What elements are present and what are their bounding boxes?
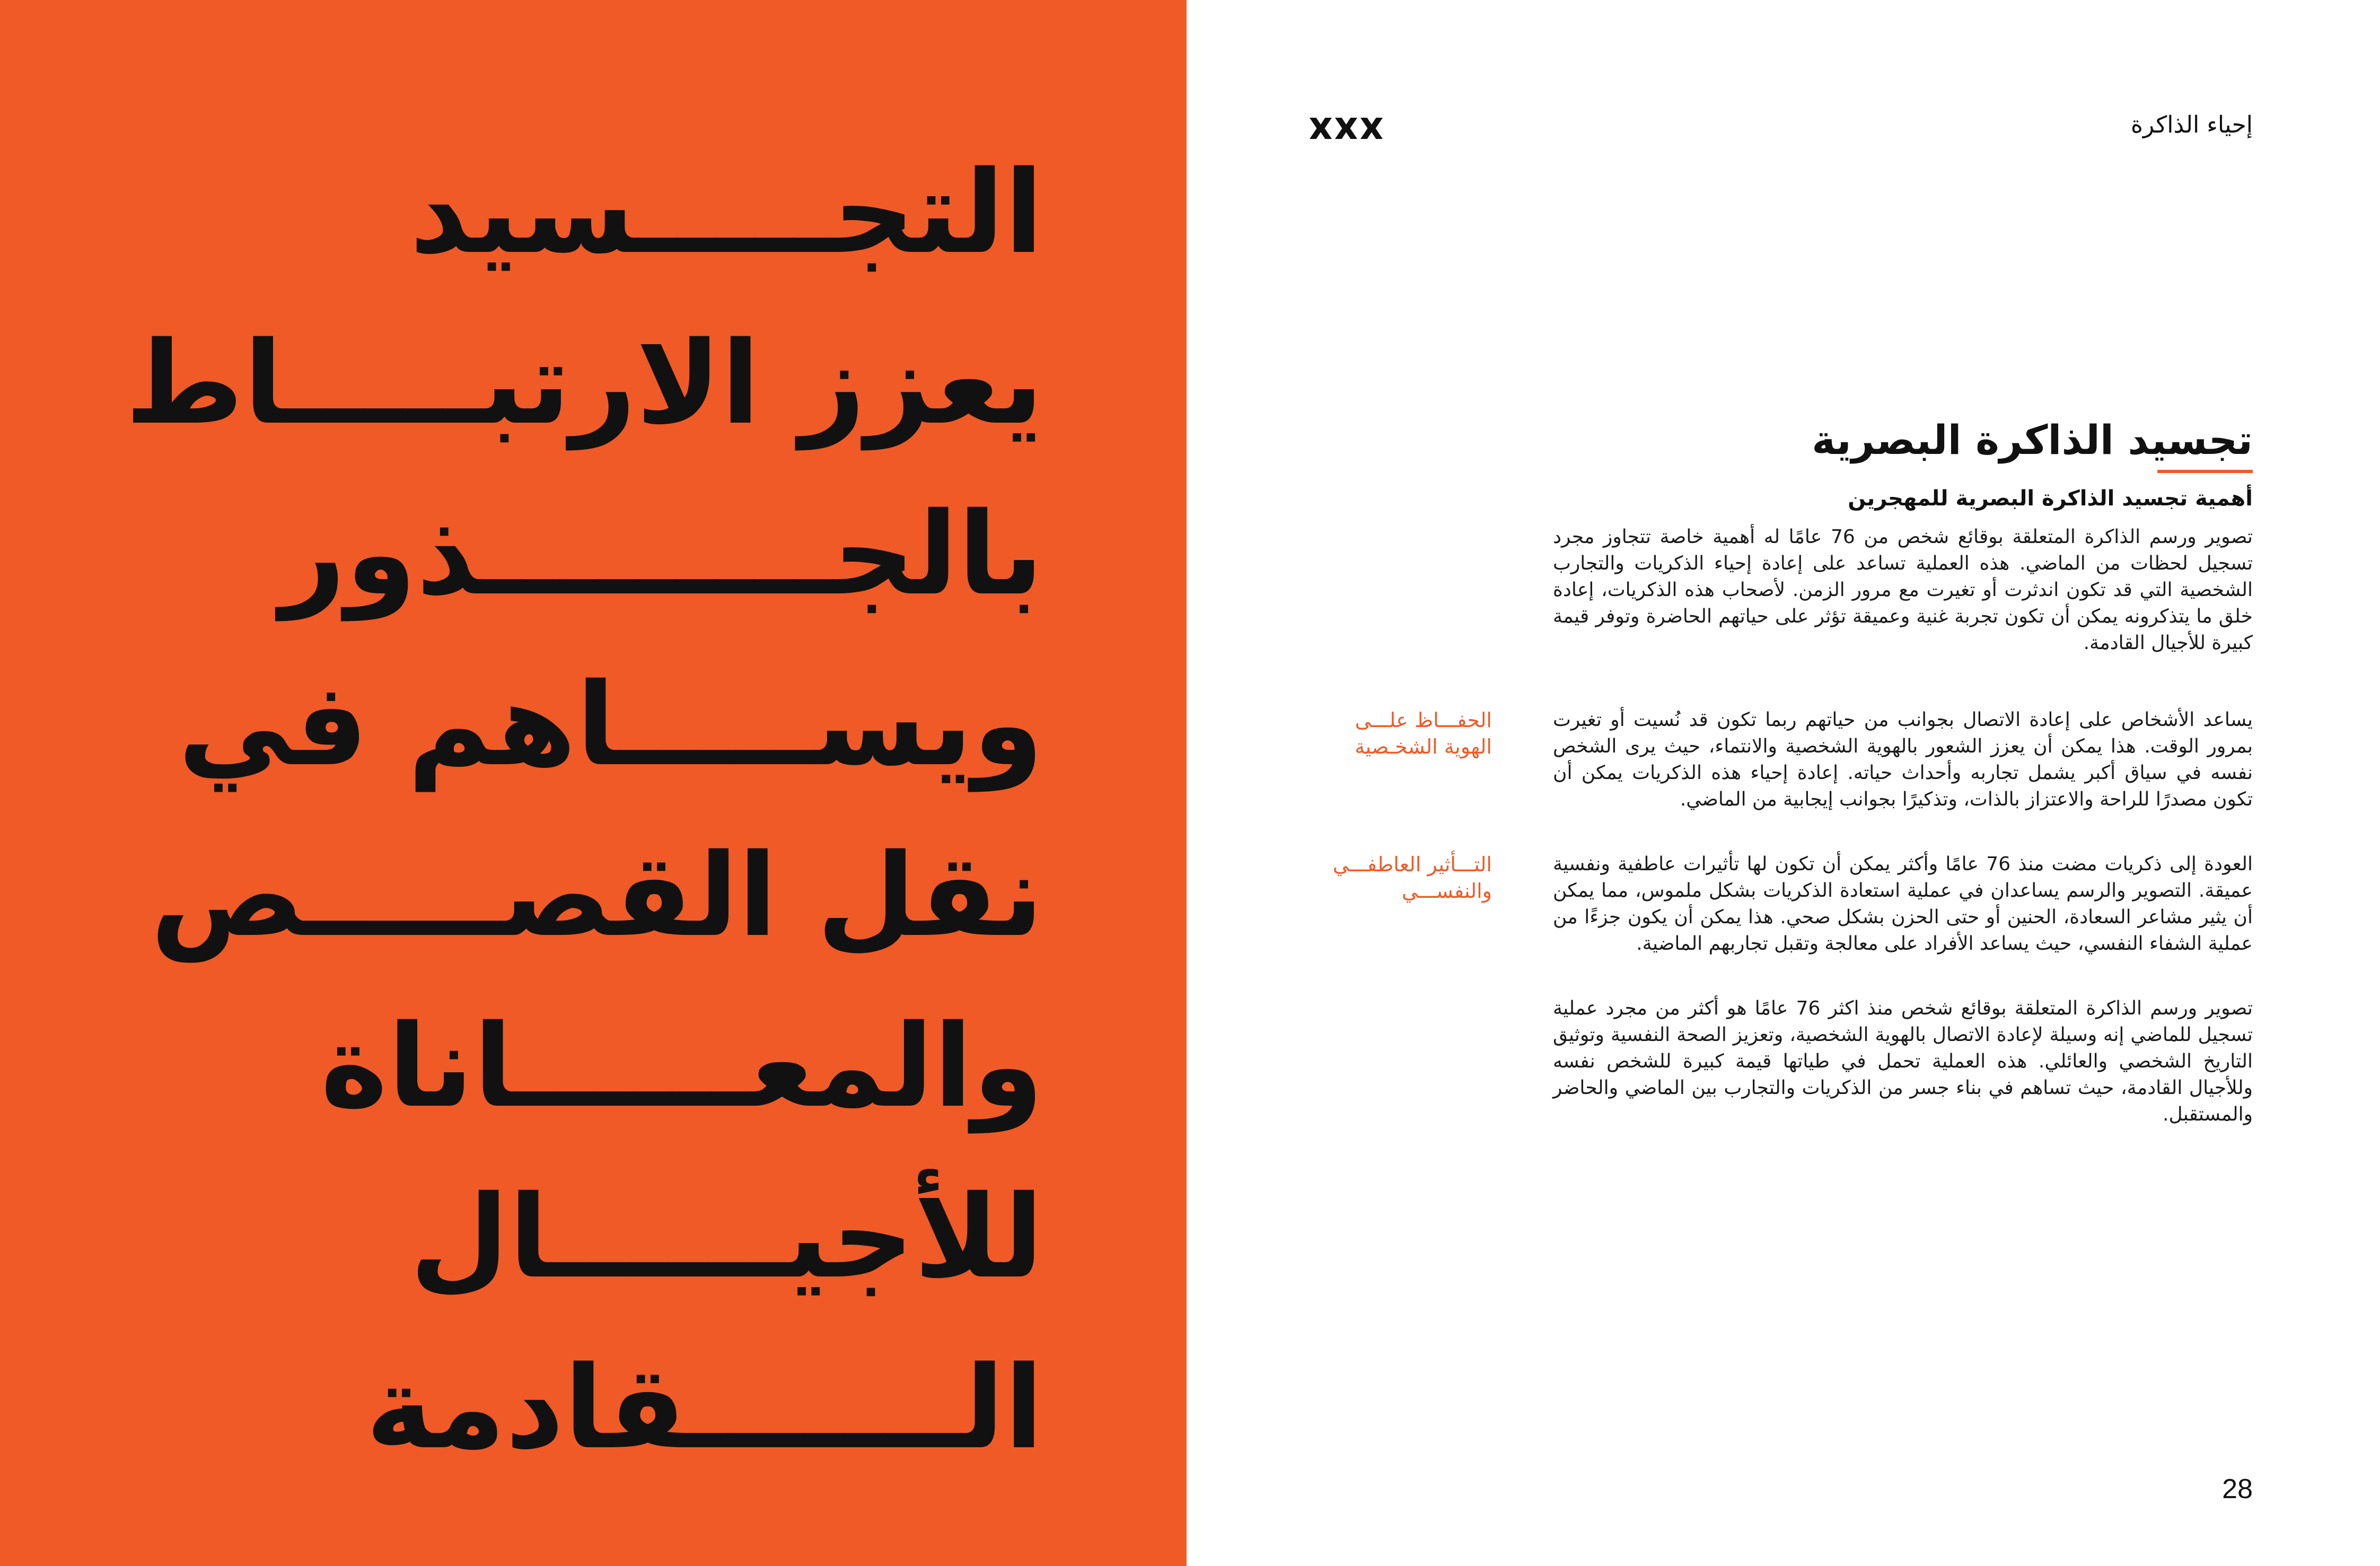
headline-line: والمعــــــاناة (320, 1000, 1043, 1133)
headline-line: الـــــــقادمة (365, 1341, 1043, 1474)
title-underline (2157, 470, 2253, 473)
side-note: التـــأثير العاطفـــي والنفســـي (1332, 853, 1492, 903)
left-page (0, 0, 1187, 1566)
headline-line: يعزز الارتبـــــاط (125, 317, 1043, 450)
x-glyph-icon (1360, 118, 1383, 139)
headline-line: ويســـــاهم في (178, 658, 1043, 791)
xxx-logo-icon (1308, 118, 1383, 139)
page-number: 28 (2222, 1474, 2253, 1504)
article (1332, 414, 2253, 1128)
headline-line: للأجيــــــال (410, 1170, 1043, 1303)
x-glyph-icon (1310, 118, 1332, 139)
article-title: تجسيد الذاكرة البصرية (1812, 416, 2253, 463)
headline-line: نقل القصـــــص (151, 829, 1043, 962)
right-page (1187, 0, 2380, 1566)
running-head: إحياء الذاكرة (2130, 111, 2253, 138)
intro-paragraph: تصوير ورسم الذاكرة المتعلقة بوقائع شخص من 76 عامًا له أهمية خاصة تتجاوز مجرد تسجيل لحظات من الماضي. هذه العملية تساعد على إعادة إحياء الذكريات والتجارب الشخصية التي قد تكون اندثرت أو تغيرت مع مرور الزمن. لأصحاب هذه الذكريات، إعادة خلق ما يتذكرونه يمكن أن تكون تجربة غنية وعميقة تؤثر على حياتهم الحاضرة وتوفر قيمة كبيرة للأجيال القادمة. (1553, 526, 2253, 654)
article-subtitle: أهمية تجسيد الذاكرة البصرية للمهجرين (1848, 486, 2253, 511)
section-emotional (1332, 851, 2253, 957)
section-closing (1553, 995, 2253, 1128)
headline-line: بالجـــــــــذور (279, 487, 1043, 620)
section-paragraph: يساعد الأشخاص على إعادة الاتصال بجوانب من حياتهم ربما تكون قد نُسيت أو تغيرت بمرور الوقت. هذا يمكن أن يعزز الشعور بالهوية الشخصية والانتماء، حيث يرى الشخص نفسه في سياق أكبر يشمل تجاربه وأحداث حياته. إعادة إحياء هذه الذكريات يمكن أن تكون مصدرًا للراحة والاعتزاز بالذات، وتذكيرًا بجوانب إيجابية من الماضي. (1553, 709, 2253, 810)
section-identity (1355, 707, 2253, 813)
headline-line: التجـــــسيد (409, 146, 1043, 279)
section-paragraph: العودة إلى ذكريات مضت منذ 76 عامًا وأكثر يمكن أن تكون لها تأثيرات عاطفية ونفسية عميقة. التصوير والرسم يساعدان في عملية استعادة الذكريات بشكل ملموس، مما يمكن أن يثير مشاعر السعادة، الحنين أو حتى الحزن بشكل صحي. هذا يمكن أن يكون جزءًا من عملية الشفاء النفسي، حيث يساعد الأفراد على معالجة وتقبل تجاربهم الماضية. (1553, 853, 2253, 955)
side-note: الحفـــاظ علـــى الهوية الشخـصية (1355, 708, 1492, 758)
closing-paragraph: تصوير ورسم الذاكرة المتعلقة بوقائع شخص منذ اكثر 76 عامًا هو أكثر من مجرد عملية تسجيل للماضي إنه وسيلة لإعادة الاتصال بالهوية الشخصية، وتعزيز الصحة النفسية وتوثيق التاريخ الشخصي والعائلي. هذه العملية تحمل في طياتها قيمة كبيرة للشخص نفسه وللأجيال القادمة، حيث تساهم في بناء جسر من الذكريات والتجارب بين الماضي والحاضر والمستقبل. (1553, 998, 2253, 1125)
display-headline (36, 127, 1043, 1493)
x-glyph-icon (1335, 118, 1357, 139)
